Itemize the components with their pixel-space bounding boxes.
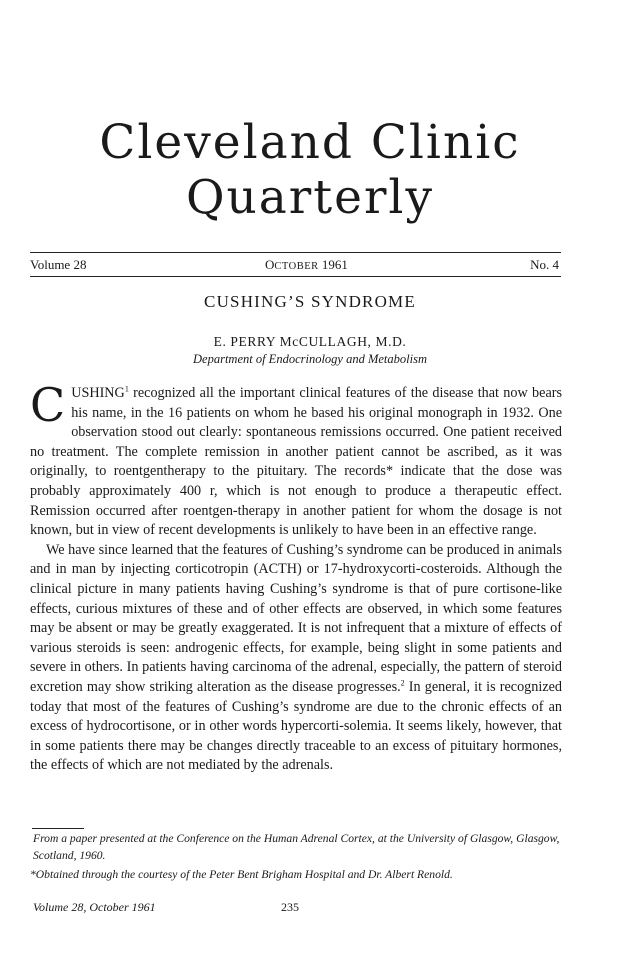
page-number: 235 bbox=[281, 900, 299, 914]
paragraph-2-text-a: We have since learned that the features of Cushing’s syndrome can be produced in animals and in man by injecting corticotropin (ACTH) or 17-hydroxycorti-costeroids. Although the clinical picture in many patients having Cushing’s syndrome is that of pure cortisone-like effects, curious mixtures of these and of other effects are observed, in which some features may be absent or may be greatly exaggerated. It is not infrequent that a mixture of effects of various steroids is seen: androgenic effects, for example, being slight in some patients and severe in others. In patients having carcinoma of the adrenal, especially, the pattern of steroid excretion may show striking alteration as the disease progresses. bbox=[30, 541, 562, 695]
issue-month-initial: O bbox=[265, 257, 275, 272]
volume-label: Volume 28 bbox=[30, 257, 87, 272]
journal-title-line-1: Cleveland Clinic bbox=[99, 115, 521, 170]
footer-issue-label: Volume 28, October 1961 bbox=[33, 900, 156, 914]
issue-date bbox=[265, 256, 348, 276]
author-name: E. PERRY McCULLAGH, M.D. bbox=[213, 334, 407, 349]
header-rule-bottom bbox=[30, 276, 561, 277]
author-department: Department of Endocrinology and Metabolism bbox=[193, 352, 427, 366]
issue-number: No. 4 bbox=[530, 257, 559, 272]
footnote-conference: From a paper presented at the Conference on the Human Adrenal Cortex, at the University of Glasgow, Glasgow, Scotland, 1960. bbox=[33, 832, 560, 862]
article-body bbox=[30, 378, 563, 776]
paragraph-1-first-word: USHING bbox=[71, 385, 125, 401]
paragraph-1-text: recognized all the important clinical features of the disease that now bears his name, in the 16 patients on whom he based his original monograph in 1932. One observation stood out clearly: spontaneous remissions occurred. One patient received no treatment. The complete remission in another patient cannot be ascribed, as it was originally, to roentgentherapy to the pituitary. The records* indicate that the dose was probably approximately 400 r, which is not enough to produce a therapeutic effect. Remission occurred after roentgen-therapy in another patient for whom the dosage is not known, but in view of recent developments is unlikely to have been in an effective range. bbox=[30, 385, 562, 539]
issue-month-rest: CTOBER bbox=[274, 261, 319, 272]
drop-cap: C bbox=[30, 378, 66, 432]
footnote-rule bbox=[32, 828, 84, 829]
paragraph-2 bbox=[30, 541, 562, 776]
issue-info-row bbox=[30, 256, 561, 274]
reference-2: 2 bbox=[400, 678, 405, 688]
issue-year: 1961 bbox=[321, 257, 348, 272]
header-rule-top bbox=[30, 252, 561, 253]
page-footer bbox=[33, 898, 573, 916]
paragraph-2-text-b: In general, it is recognized today that most of the features of Cushing’s syndrome are due to the chronic effects of an excess of hydrocortisone, or in other words hypercorti-solemia. It seems likely, however, that in some patients there may be changes directly traceable to an excess of pituitary hormones, the effects of which are not mediated by the adrenals. bbox=[30, 678, 563, 774]
article-title: CUSHING’S SYNDROME bbox=[204, 292, 416, 311]
reference-1: 1 bbox=[124, 384, 129, 394]
footnote-records: *Obtained through the courtesy of the Peter Bent Brigham Hospital and Dr. Albert Renold. bbox=[30, 868, 453, 881]
journal-title-line-2: Quarterly bbox=[185, 170, 435, 225]
paragraph-1 bbox=[30, 378, 562, 541]
